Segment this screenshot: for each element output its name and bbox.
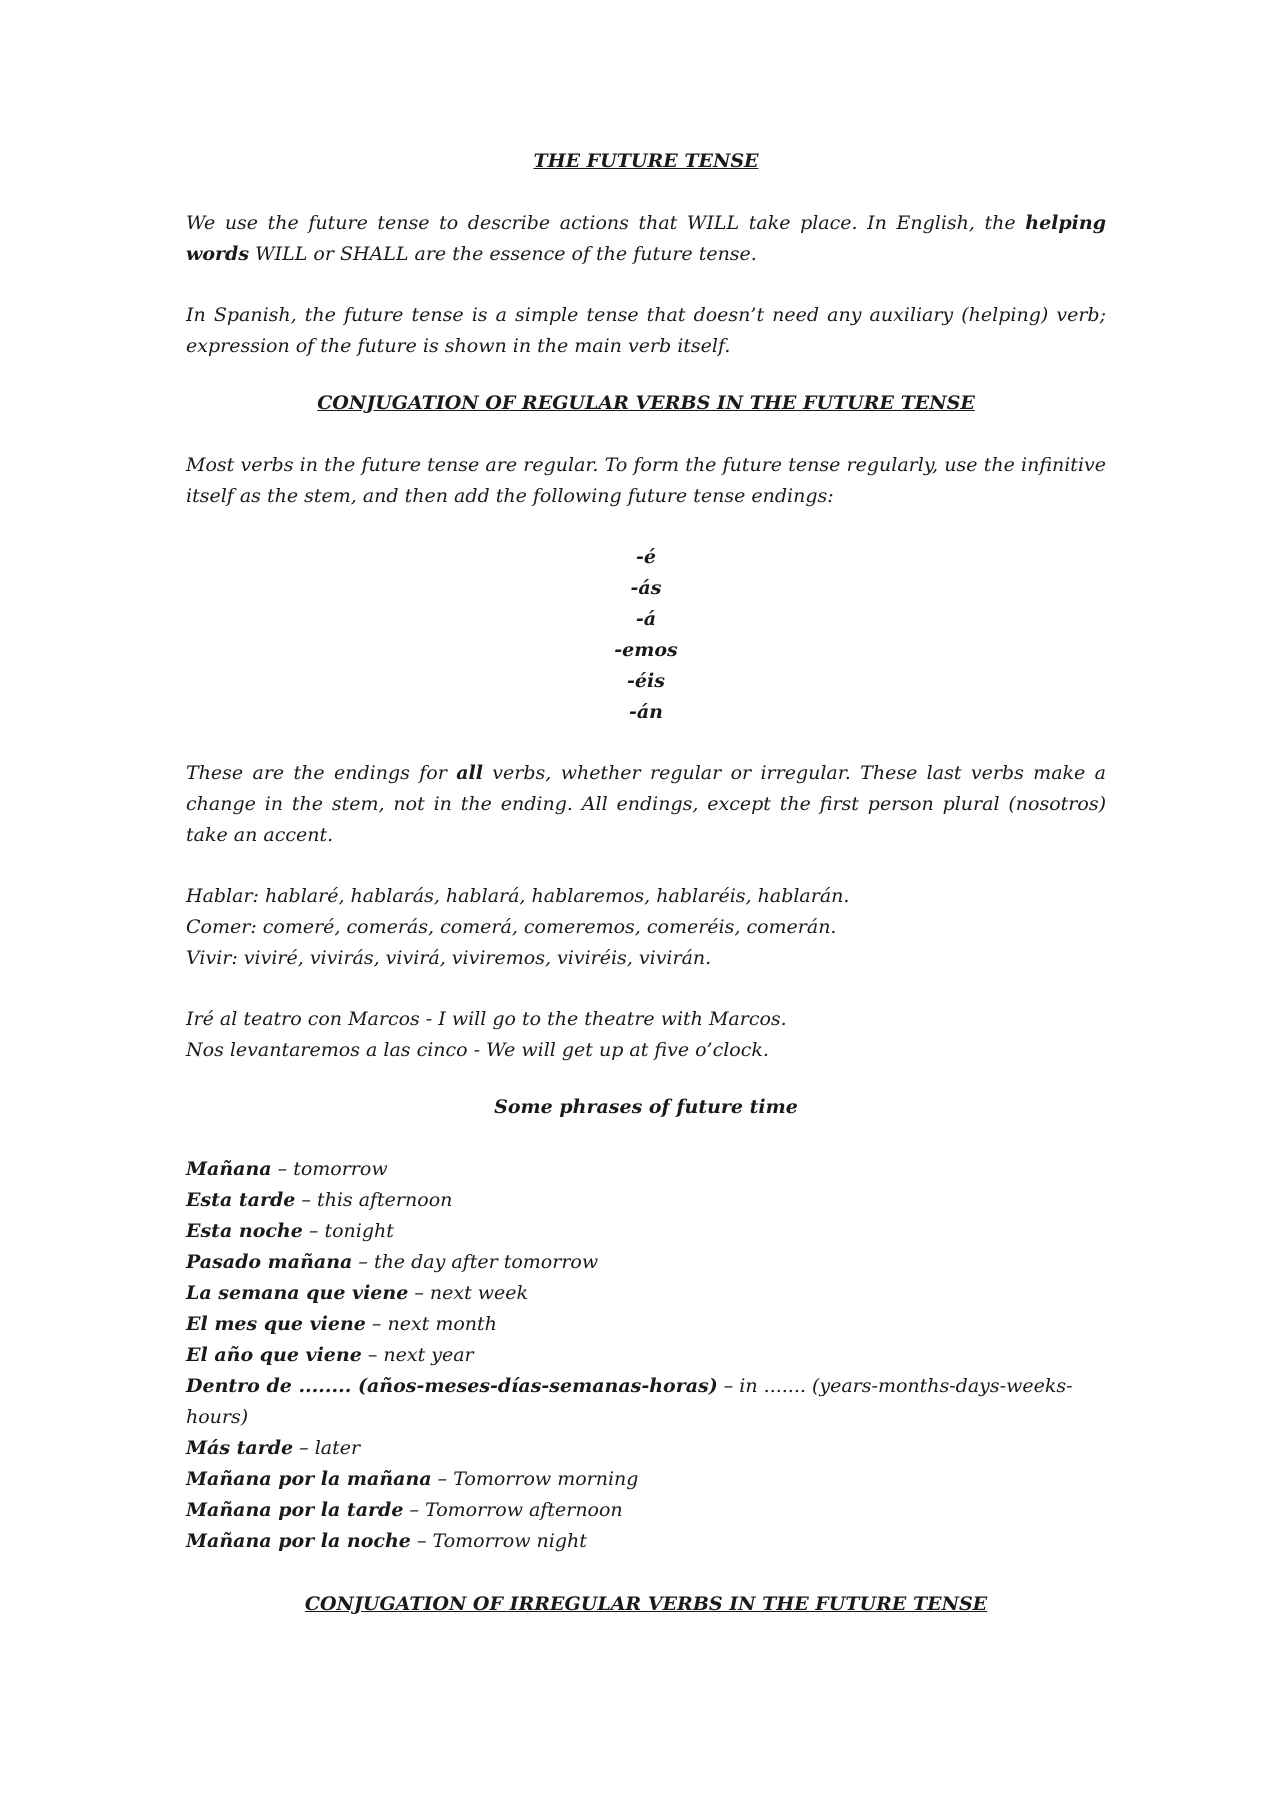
phrase-separator: – [302, 1220, 325, 1242]
ending-item: -á [635, 608, 657, 630]
irregular-verbs-heading: CONJUGATION OF IRREGULAR VERBS IN THE FUTURE TENSE [304, 1593, 988, 1615]
ending-item: -ás [630, 577, 662, 599]
example-sentence: Nos levantaremos a las cinco - We will get up at five o’clock. [186, 1039, 769, 1061]
phrase-spanish: Más tarde [186, 1437, 294, 1459]
phrase-item [186, 1216, 1106, 1247]
phrase-item [186, 1185, 1106, 1216]
phrase-item [186, 1433, 1106, 1464]
phrase-item [186, 1278, 1106, 1309]
phrase-item [186, 1495, 1106, 1526]
phrase-item [186, 1309, 1106, 1340]
intro-paragraph-2: In Spanish, the future tense is a simple tense that doesn’t need any auxiliary (helping) verb; expression of the future is shown in the main verb itself. [186, 304, 1106, 357]
intro-paragraph-1 [186, 208, 1106, 270]
phrase-english: tonight [324, 1220, 394, 1242]
phrase-item [186, 1340, 1106, 1371]
phrase-item [186, 1247, 1106, 1278]
phrase-spanish: Pasado mañana [186, 1251, 353, 1273]
regular-verbs-heading: CONJUGATION OF REGULAR VERBS IN THE FUTURE TENSE [317, 392, 975, 414]
phrase-item [186, 1154, 1106, 1185]
phrase-spanish: La semana que viene [186, 1282, 409, 1304]
phrase-separator: – [365, 1313, 388, 1335]
phrase-separator: – [295, 1189, 317, 1211]
phrase-spanish: El mes que viene [186, 1313, 366, 1335]
phrase-separator: – [403, 1499, 425, 1521]
phrase-separator: – [271, 1158, 294, 1180]
phrase-english: Tomorrow night [432, 1530, 587, 1552]
ending-item: -emos [614, 639, 678, 661]
intro1-bold: helping words [186, 212, 1106, 265]
phrase-separator: – [410, 1530, 433, 1552]
intro1-text-before: We use the future tense to describe actions that WILL take place. In English, the [186, 212, 1026, 234]
phrase-english: tomorrow [293, 1158, 388, 1180]
regular-verbs-paragraph: Most verbs in the future tense are regular. To form the future tense regularly, use the infinitive itself as the stem, and then add the following future tense endings: [186, 454, 1106, 507]
phrase-english: later [314, 1437, 361, 1459]
phrase-english: the day after tomorrow [373, 1251, 599, 1273]
endings-note-after: verbs, whether regular or irregular. These last verbs make a change in the stem, not in the ending. All endings, except the first person plural (nosotros) take an accent. [186, 762, 1106, 846]
phrase-english: this afternoon [316, 1189, 453, 1211]
endings-note-paragraph [186, 758, 1106, 851]
phrase-spanish: Mañana [186, 1158, 272, 1180]
phrase-separator: – [408, 1282, 430, 1304]
phrase-spanish: El año que viene [186, 1344, 362, 1366]
phrase-english: Tomorrow morning [453, 1468, 639, 1490]
endings-list [186, 542, 1106, 728]
intro1-text-after: WILL or SHALL are the essence of the future tense. [249, 243, 757, 265]
phrase-english: in ....... (years-months-days-weeks-hours) [186, 1375, 1073, 1428]
phrase-spanish: Dentro de ........ (años-meses-días-semanas-horas) [186, 1375, 718, 1397]
phrases-heading: Some phrases of future time [494, 1096, 798, 1118]
phrase-separator: – [431, 1468, 454, 1490]
sentence-examples [186, 1004, 1106, 1066]
phrase-separator: – [361, 1344, 384, 1366]
phrase-english: next week [429, 1282, 529, 1304]
phrase-separator: – [352, 1251, 374, 1273]
phrase-spanish: Mañana por la tarde [186, 1499, 404, 1521]
ending-item: -é [636, 546, 656, 568]
phrase-separator: – [717, 1375, 740, 1397]
phrase-spanish: Mañana por la noche [186, 1530, 411, 1552]
ending-item: -án [628, 701, 663, 723]
phrase-english: next month [387, 1313, 497, 1335]
phrase-separator: – [293, 1437, 315, 1459]
phrase-english: Tomorrow afternoon [425, 1499, 623, 1521]
phrases-list [186, 1154, 1106, 1557]
phrase-spanish: Esta tarde [186, 1189, 296, 1211]
phrase-english: next year [383, 1344, 474, 1366]
phrase-item [186, 1464, 1106, 1495]
phrase-item [186, 1371, 1106, 1433]
document-page [186, 150, 1106, 1615]
example-sentence: Iré al teatro con Marcos - I will go to the theatre with Marcos. [186, 1008, 787, 1030]
conjugation-line: Hablar: hablaré, hablarás, hablará, hablaremos, hablaréis, hablarán. [186, 885, 850, 907]
conjugation-line: Comer: comeré, comerás, comerá, comeremos, comeréis, comerán. [186, 916, 837, 938]
phrase-item [186, 1526, 1106, 1557]
conjugation-examples [186, 881, 1106, 974]
endings-note-before: These are the endings for [186, 762, 457, 784]
ending-item: -éis [627, 670, 665, 692]
conjugation-line: Vivir: viviré, vivirás, vivirá, viviremos, viviréis, vivirán. [186, 947, 712, 969]
phrase-spanish: Mañana por la mañana [186, 1468, 432, 1490]
endings-note-bold: all [456, 762, 483, 784]
phrase-spanish: Esta noche [186, 1220, 303, 1242]
page-title: THE FUTURE TENSE [533, 150, 759, 172]
